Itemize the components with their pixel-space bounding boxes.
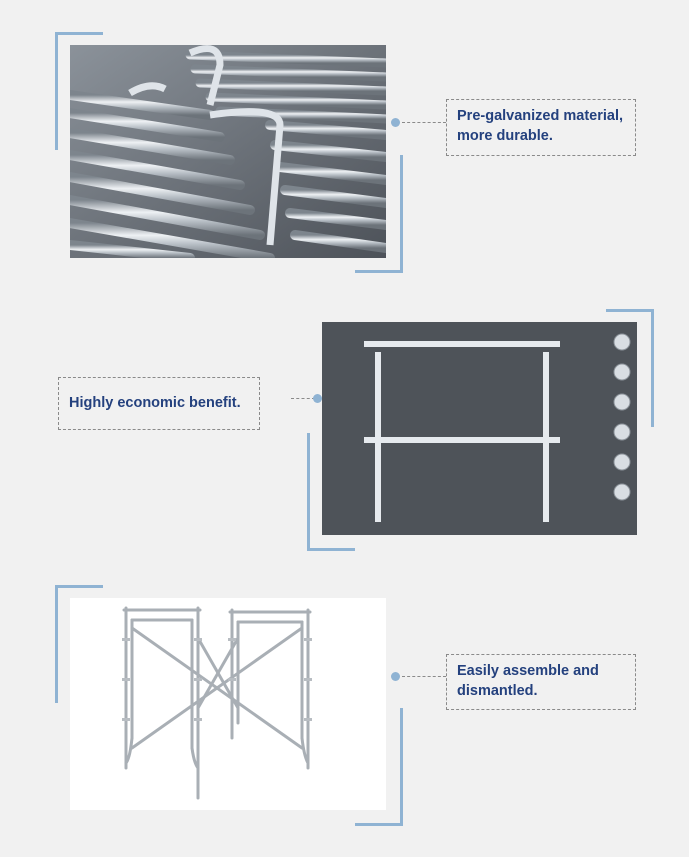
bullet-dot-icon [313, 394, 322, 403]
feature-line: dismantled. [457, 683, 538, 699]
connector-line [402, 122, 446, 123]
connector-line [291, 398, 315, 399]
connector-line [402, 676, 446, 677]
bullet-dot-icon [391, 672, 400, 681]
galvanized-tubes-photo [70, 45, 386, 258]
feature-line: Easily assemble and [457, 663, 599, 679]
feature-line: Pre-galvanized material, [457, 108, 624, 124]
feature-callout-assemble [446, 654, 636, 710]
feature-line: Highly economic benefit. [69, 395, 241, 411]
feature-callout-durable [446, 99, 636, 156]
scaffold-frames-assembled-photo [70, 598, 386, 810]
feature-callout-economic [58, 377, 260, 430]
bullet-dot-icon [391, 118, 400, 127]
scaffold-frame-stack-photo [322, 322, 637, 535]
feature-line: more durable. [457, 128, 553, 144]
